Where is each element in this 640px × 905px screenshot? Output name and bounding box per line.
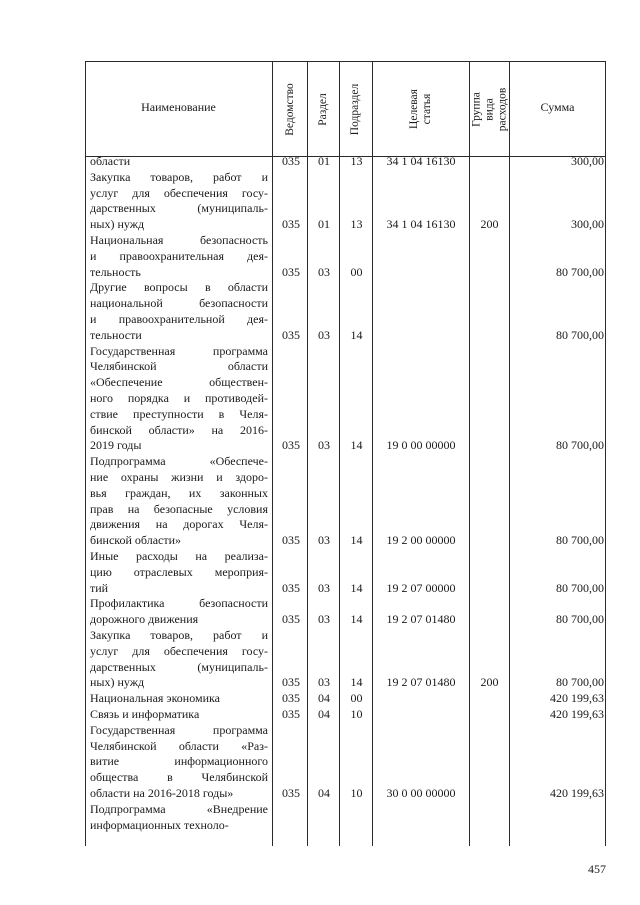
row-podrazdel: 10: [350, 707, 363, 721]
row-name-line: Национальная безопасность: [90, 233, 268, 247]
row-razdel: 03: [318, 675, 330, 690]
row-vedomstvo: 035: [282, 533, 300, 548]
row-name: [90, 802, 268, 834]
row-name-line: Государственная программа: [90, 722, 268, 737]
row-name-line: «Обеспечение обществен-: [90, 375, 268, 390]
row-vedomstvo: 035: [282, 327, 300, 342]
row-name-line: ствие преступности в Челя-: [90, 406, 268, 421]
row-name-line: Челябинской области: [90, 359, 268, 374]
row-vedomstvo: 035: [282, 612, 300, 627]
row-podrazdel: 10: [350, 786, 363, 800]
row-podrazdel: 14: [350, 675, 363, 690]
row-name-line: дарственных (муниципаль-: [90, 201, 268, 216]
row-vedomstvo: 035: [282, 707, 300, 721]
row-gruppa: 200: [480, 675, 499, 690]
row-celevaya: 19 2 07 01480: [386, 675, 456, 690]
header-summa: Сумма: [540, 100, 575, 114]
row-summa: 420 199,63: [550, 691, 604, 706]
row-razdel: 01: [318, 154, 330, 168]
header-gruppa: Группа вида расходов: [470, 87, 508, 131]
row-name: [90, 628, 268, 691]
row-name-line: тий: [90, 580, 109, 595]
row-name-line: услуг для обеспечения госу-: [90, 185, 268, 200]
row-vedomstvo: 035: [282, 154, 300, 168]
row-name-line: ние охраны жизни и здоро-: [90, 469, 268, 484]
header-celevaya: Целевая статья: [408, 89, 433, 129]
row-summa: 80 700,00: [556, 580, 604, 595]
row-celevaya: 19 2 07 01480: [386, 612, 456, 627]
row-name-line: и правоохранительная дея-: [90, 248, 268, 263]
page-number: 457: [588, 862, 606, 876]
row-name-line: области: [90, 154, 131, 168]
row-name-line: услуг для обеспечения госу-: [90, 643, 268, 658]
row-razdel: 01: [318, 217, 330, 232]
row-razdel: 03: [318, 438, 330, 453]
row-name: [90, 170, 268, 233]
row-summa: 300,00: [571, 154, 604, 168]
row-name-line: Подпрограмма «Обеспече-: [90, 454, 268, 469]
row-summa: 80 700,00: [556, 264, 604, 279]
row-name: [90, 233, 268, 280]
row-podrazdel: 14: [350, 327, 363, 342]
row-celevaya: 30 0 00 00000: [386, 786, 456, 800]
row-vedomstvo: 035: [282, 580, 300, 595]
row-name-line: ных) нужд: [90, 217, 145, 232]
header-name: Наименование: [141, 100, 216, 114]
row-name-line: Государственная программа: [90, 343, 268, 358]
row-podrazdel: 13: [350, 154, 363, 168]
row-name-line: национальной безопасности: [90, 296, 268, 311]
row-name-line: дорожного движения: [90, 612, 199, 627]
row-name: [90, 154, 268, 170]
col-border-ved: [272, 61, 273, 846]
row-celevaya: 19 2 00 00000: [386, 533, 456, 548]
header-podrazdel: Подраздел: [349, 83, 362, 135]
row-name-line: Иные расходы на реализа-: [90, 549, 268, 563]
row-name-line: и правоохранительной дея-: [90, 311, 268, 326]
row-name-line: Закупка товаров, работ и: [90, 628, 268, 642]
col-border-right: [605, 61, 606, 846]
col-border-grp: [469, 61, 470, 846]
row-name-line: Профилактика безопасности: [90, 596, 268, 611]
row-celevaya: 19 0 00 00000: [386, 438, 456, 453]
row-summa: 80 700,00: [556, 533, 604, 548]
row-razdel: 03: [318, 327, 330, 342]
row-razdel: 03: [318, 264, 330, 279]
row-podrazdel: 14: [350, 533, 363, 548]
row-celevaya: 19 2 07 00000: [386, 580, 456, 595]
row-name-line: бинской области» на 2016-: [90, 422, 268, 437]
row-vedomstvo: 035: [282, 675, 300, 690]
col-border-left: [85, 61, 86, 846]
header-vedomstvo: Ведомство: [283, 82, 296, 136]
row-podrazdel: 00: [350, 691, 363, 706]
row-name-line: ных) нужд: [90, 675, 145, 690]
row-name-line: Национальная экономика: [90, 691, 220, 706]
row-razdel: 04: [318, 786, 330, 800]
row-vedomstvo: 035: [282, 691, 300, 706]
row-razdel: 03: [318, 580, 330, 595]
row-razdel: 04: [318, 707, 330, 721]
row-name: [90, 344, 268, 455]
row-name-line: Закупка товаров, работ и: [90, 169, 268, 184]
row-name-line: бинской области»: [90, 533, 182, 548]
row-name-line: прав на безопасные условия: [90, 501, 268, 516]
row-celevaya: 34 1 04 16130: [386, 154, 456, 168]
row-name: [90, 723, 268, 802]
row-name-line: общества в Челябинской: [90, 770, 268, 785]
row-podrazdel: 14: [350, 580, 363, 595]
row-razdel: 04: [318, 691, 330, 706]
row-celevaya: 34 1 04 16130: [386, 217, 456, 232]
row-vedomstvo: 035: [282, 786, 300, 800]
row-name: [90, 596, 268, 628]
row-vedomstvo: 035: [282, 217, 300, 232]
row-name-line: Другие вопросы в области: [90, 280, 268, 295]
row-name-line: Челябинской области «Раз-: [90, 738, 268, 753]
row-name: [90, 707, 268, 723]
row-name-line: витие информационного: [90, 754, 268, 769]
row-podrazdel: 13: [350, 217, 363, 232]
row-razdel: 03: [318, 533, 330, 548]
row-name-line: информационных техноло-: [90, 817, 229, 832]
row-podrazdel: 14: [350, 438, 363, 453]
row-name-line: дарственных (муниципаль-: [90, 659, 268, 674]
row-name-line: движения на дорогах Челя-: [90, 517, 268, 532]
row-razdel: 03: [318, 612, 330, 627]
row-summa: 300,00: [571, 217, 604, 232]
row-name-line: области на 2016-2018 годы»: [90, 785, 234, 800]
row-name: [90, 454, 268, 549]
row-summa: 80 700,00: [556, 438, 604, 453]
row-name-line: тельности: [90, 327, 142, 342]
row-summa: 80 700,00: [556, 675, 604, 690]
row-summa: 80 700,00: [556, 612, 604, 627]
row-name-line: ного порядка и противодей-: [90, 390, 268, 405]
row-name-line: тельность: [90, 264, 141, 279]
row-summa: 420 199,63: [550, 707, 604, 721]
row-name-line: вья граждан, их законных: [90, 485, 268, 500]
row-vedomstvo: 035: [282, 438, 300, 453]
row-gruppa: 200: [480, 217, 499, 232]
row-name: [90, 280, 268, 343]
row-name: [90, 549, 268, 596]
row-name: [90, 691, 268, 707]
row-summa: 420 199,63: [550, 786, 604, 800]
row-summa: 80 700,00: [556, 327, 604, 342]
row-vedomstvo: 035: [282, 264, 300, 279]
row-name-line: Подпрограмма «Внедрение: [90, 801, 268, 816]
row-podrazdel: 00: [350, 264, 363, 279]
row-name-line: 2019 годы: [90, 438, 142, 453]
row-podrazdel: 14: [350, 612, 363, 627]
row-name-line: цию отраслевых мероприя-: [90, 564, 268, 579]
header-razdel: Раздел: [317, 92, 329, 126]
row-name-line: Связь и информатика: [90, 707, 200, 721]
